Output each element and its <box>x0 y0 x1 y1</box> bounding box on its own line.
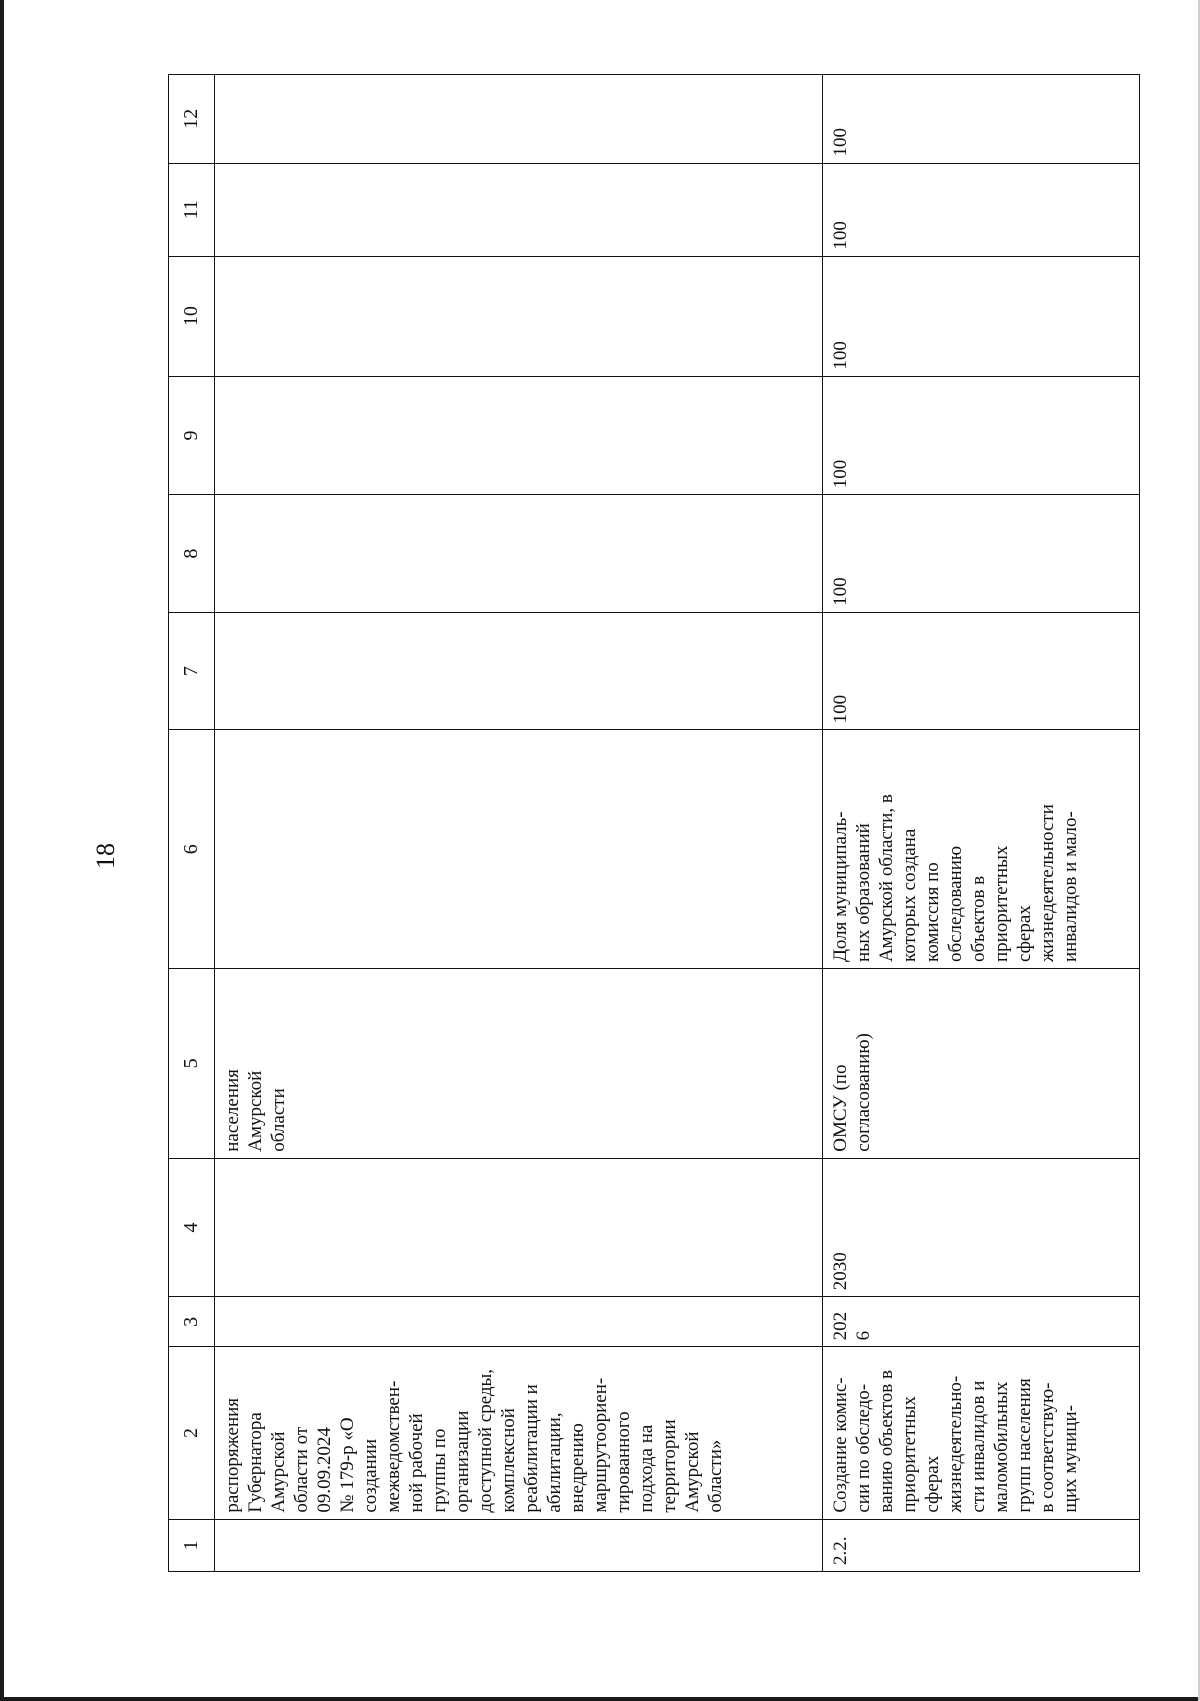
table-row <box>215 75 823 1572</box>
row-number-cell <box>215 1519 823 1571</box>
responsible-cell: населения Амурской области <box>215 969 823 1159</box>
column-header-6: 6 <box>169 730 215 969</box>
value-cell-9 <box>215 376 823 495</box>
scan-edge-left <box>0 0 4 1701</box>
value-cell-12 <box>215 75 823 164</box>
value-cell-8 <box>215 495 823 613</box>
page-number: 18 <box>91 843 120 869</box>
column-header-9: 9 <box>169 376 215 495</box>
indicator-cell <box>215 730 823 969</box>
responsible-cell: ОМСУ (по согласованию) <box>823 969 1140 1159</box>
column-header-10: 10 <box>169 256 215 376</box>
value-cell-7 <box>215 612 823 730</box>
value-cell-10 <box>215 256 823 376</box>
scan-edge-bottom <box>0 1697 1200 1701</box>
column-header-1: 1 <box>169 1519 215 1571</box>
end-year-cell: 2030 <box>823 1158 1140 1297</box>
start-year-cell: 2026 <box>823 1297 1140 1347</box>
end-year-cell <box>215 1158 823 1297</box>
start-year-cell <box>215 1297 823 1347</box>
column-header-12: 12 <box>169 75 215 164</box>
row-number-cell: 2.2. <box>823 1519 1140 1571</box>
measure-name-cell: распоряжения Губернатора Амурской области от 09.09.2024 № 179-р «О создании межведомствен- ной рабочей группы по организации доступной среды, комплексной реабилитации и абилитации, внедрению маршрутоориен- тированного подхода на территории Амурской области» <box>215 1347 823 1519</box>
measure-name-cell: Создание комис- сии по обследо- ванию объектов в приоритетных сферах жизнедеятельно- сти инвалидов и маломобильных групп населения в соответствую- щих муници- <box>823 1347 1140 1519</box>
table-row <box>823 75 1140 1572</box>
value-cell-10: 100 <box>823 256 1140 376</box>
header-row <box>169 75 215 1572</box>
column-header-2: 2 <box>169 1347 215 1519</box>
column-header-11: 11 <box>169 163 215 256</box>
column-header-4: 4 <box>169 1158 215 1297</box>
indicator-cell: Доля муниципаль- ных образований Амурской области, в которых создана комиссия по обследованию объектов в приоритетных сферах жизнедеятельности инвалидов и мало- <box>823 730 1140 969</box>
value-cell-11: 100 <box>823 163 1140 256</box>
value-cell-7: 100 <box>823 612 1140 730</box>
column-header-7: 7 <box>169 612 215 730</box>
rotated-table-container <box>168 74 1139 1572</box>
column-header-3: 3 <box>169 1297 215 1347</box>
program-measures-table <box>168 74 1140 1572</box>
value-cell-11 <box>215 163 823 256</box>
value-cell-8: 100 <box>823 495 1140 613</box>
value-cell-9: 100 <box>823 376 1140 495</box>
value-cell-12: 100 <box>823 75 1140 164</box>
column-header-5: 5 <box>169 969 215 1159</box>
column-header-8: 8 <box>169 495 215 613</box>
